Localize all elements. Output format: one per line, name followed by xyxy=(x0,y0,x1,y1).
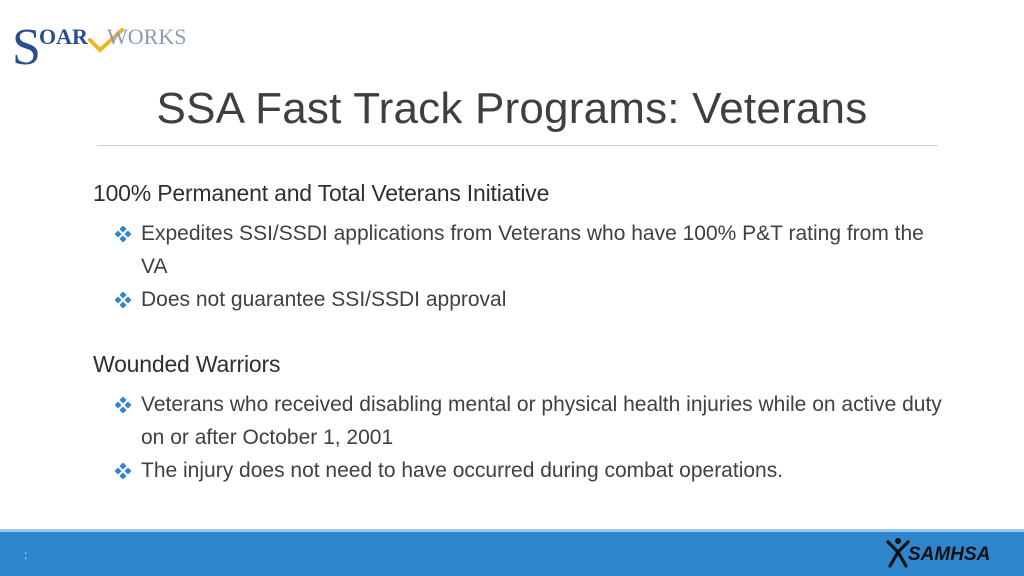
bullet-text: Does not guarantee SSI/SSDI approval xyxy=(141,288,507,311)
samhsa-figure-icon xyxy=(888,542,908,566)
slide-title: SSA Fast Track Programs: Veterans xyxy=(156,84,868,133)
samhsa-text: SAMHSA xyxy=(908,544,991,565)
logo-oar-text: OAR xyxy=(39,24,88,49)
diamond-bullet-icon xyxy=(115,292,131,308)
title-divider xyxy=(97,145,938,146)
diamond-bullet-icon xyxy=(115,463,131,479)
soar-works-logo xyxy=(12,18,187,73)
pt-initiative-bullets xyxy=(93,217,953,316)
samhsa-logo xyxy=(884,536,1014,572)
bullet-item xyxy=(115,217,953,283)
footer-bar xyxy=(0,532,1024,576)
logo-s-glyph: S xyxy=(12,19,41,73)
bullet-text: The injury does not need to have occurred during combat operations. xyxy=(141,459,784,482)
footer-slide-mark: : xyxy=(24,548,28,562)
bullet-item xyxy=(115,454,953,487)
bullet-text: Expedites SSI/SSDI applications from Veterans who have 100% P&T rating from the VA xyxy=(141,222,924,278)
bullet-item xyxy=(115,388,953,454)
bullet-text: Veterans who received disabling mental or physical health injuries while on active duty on or after October 1, 2001 xyxy=(141,393,942,449)
slide-content xyxy=(93,180,953,487)
bullet-item xyxy=(115,283,953,316)
diamond-bullet-icon xyxy=(115,226,131,242)
section-heading-pt-initiative: 100% Permanent and Total Veterans Initiative xyxy=(93,180,550,206)
logo-works-text: WORKS xyxy=(107,24,187,49)
wounded-warriors-bullets xyxy=(93,388,953,487)
diamond-bullet-icon xyxy=(115,397,131,413)
section-heading-wounded-warriors: Wounded Warriors xyxy=(93,351,281,377)
